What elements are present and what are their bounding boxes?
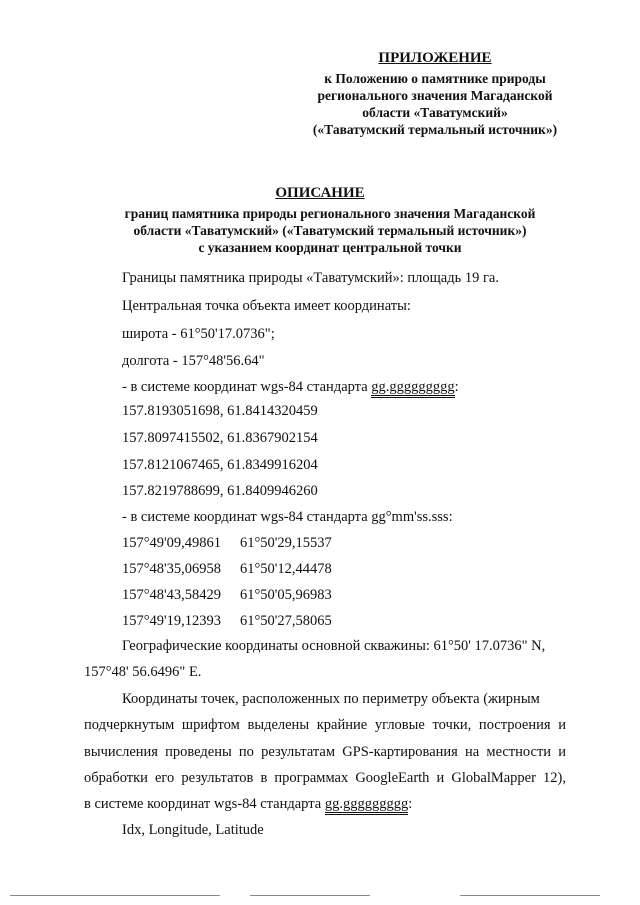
decimal-coord-row: 157.8097415502, 61.8367902154 bbox=[122, 430, 318, 446]
center-latitude: широта - 61°50'17.0736"; bbox=[122, 326, 275, 342]
dms-latitude: 61°50'27,58065 bbox=[240, 613, 332, 629]
well-coordinates-line: 157°48' 56.6496" E. bbox=[84, 664, 202, 680]
dms-latitude: 61°50'29,15537 bbox=[240, 535, 332, 551]
center-point-intro: Центральная точка объекта имеет координаты: bbox=[122, 298, 411, 314]
description-title: ОПИСАНИЕ bbox=[275, 185, 365, 201]
appendix-line: области «Таватумский» bbox=[362, 105, 508, 120]
perimeter-paragraph-line: обработки его результатов в программах GoogleEarth и GlobalMapper 12), bbox=[84, 770, 566, 786]
description-subtitle-line: с указанием координат центральной точки bbox=[198, 240, 462, 255]
perimeter-system-label: в системе координат wgs-84 стандарта bbox=[84, 796, 325, 812]
dms-longitude: 157°48'43,58429 bbox=[122, 587, 222, 603]
description-subtitle-line: области «Таватумский» («Таватумский термальный источник») bbox=[133, 223, 527, 238]
dms-latitude: 61°50'12,44478 bbox=[240, 561, 332, 577]
decimal-coord-row: 157.8219788699, 61.8409946260 bbox=[122, 483, 318, 499]
appendix-line: («Таватумский термальный источник») bbox=[312, 122, 558, 137]
appendix-line: регионального значения Магаданской bbox=[317, 88, 553, 103]
dms-coord-row bbox=[122, 561, 332, 578]
appendix-title: ПРИЛОЖЕНИЕ bbox=[378, 50, 492, 66]
dms-coord-row bbox=[122, 587, 332, 604]
decimal-coord-row: 157.8193051698, 61.8414320459 bbox=[122, 403, 318, 419]
description-subtitle-line: границ памятника природы регионального значения Магаданской bbox=[124, 206, 536, 221]
perimeter-paragraph-line: подчеркнутым шрифтом выделены крайние угловые точки, построения и bbox=[84, 717, 566, 733]
perimeter-system-colon: : bbox=[408, 796, 413, 812]
dms-system-label: - в системе координат wgs-84 стандарта gg°mm'ss.sss: bbox=[122, 509, 453, 525]
scan-edge-line bbox=[250, 895, 370, 896]
decimal-coord-row: 157.8121067465, 61.8349916204 bbox=[122, 457, 318, 473]
decimal-system-label-text: - в системе координат wgs-84 стандарта bbox=[122, 379, 372, 395]
decimal-system-label bbox=[122, 379, 459, 396]
appendix-line: к Положению о памятнике природы bbox=[324, 71, 546, 86]
decimal-format: gg.ggggggggg bbox=[371, 379, 454, 398]
dms-longitude: 157°48'35,06958 bbox=[122, 561, 222, 577]
perimeter-paragraph-line: вычисления проведены по результатам GPS-картирования на местности и bbox=[84, 744, 566, 760]
dms-coord-row bbox=[122, 535, 332, 552]
scan-edge-line bbox=[10, 895, 220, 896]
perimeter-system-line bbox=[84, 796, 412, 813]
columns-header: Idx, Longitude, Latitude bbox=[122, 822, 264, 838]
dms-latitude: 61°50'05,96983 bbox=[240, 587, 332, 603]
dms-longitude: 157°49'09,49861 bbox=[122, 535, 222, 551]
decimal-system-colon: : bbox=[454, 379, 459, 395]
well-coordinates-line: Географические координаты основной скважины: 61°50' 17.0736" N, bbox=[122, 638, 546, 654]
scan-edge-line bbox=[460, 895, 600, 896]
area-line: Границы памятника природы «Таватумский»: площадь 19 га. bbox=[122, 270, 499, 286]
perimeter-paragraph-line: Координаты точек, расположенных по периметру объекта (жирным bbox=[122, 691, 540, 707]
dms-coord-row bbox=[122, 613, 332, 630]
perimeter-format: gg.ggggggggg bbox=[325, 796, 408, 815]
dms-longitude: 157°49'19,12393 bbox=[122, 613, 222, 629]
center-longitude: долгота - 157°48'56.64" bbox=[122, 353, 265, 369]
